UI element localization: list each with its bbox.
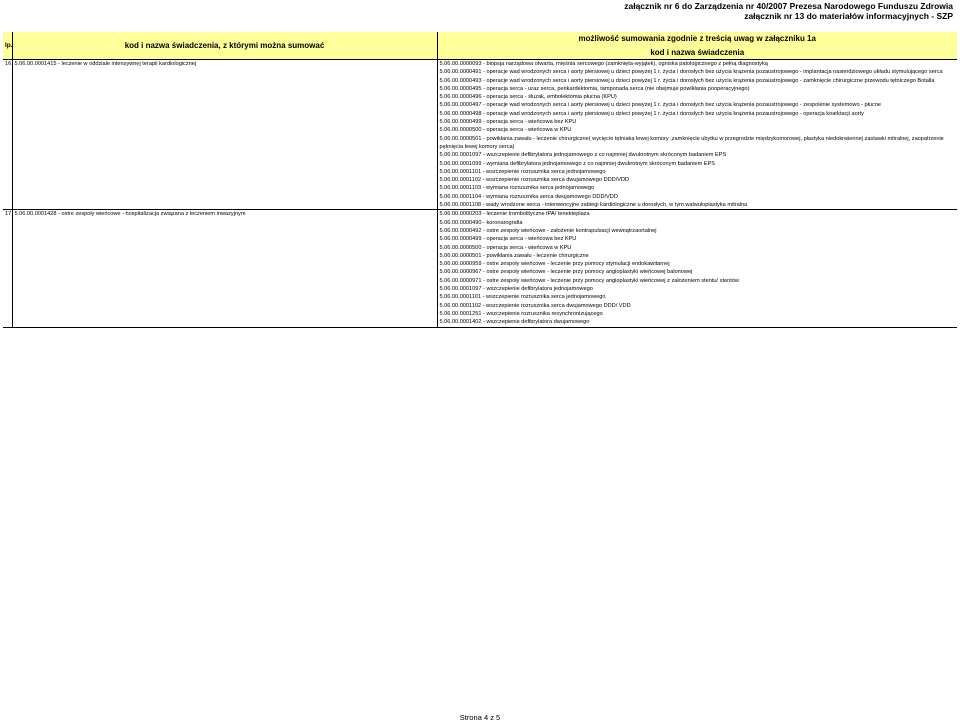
document-header-line2: załącznik nr 13 do materiałów informacyjnych - SZP <box>744 11 953 21</box>
row-lp: 16 <box>3 60 12 210</box>
list-item: 5.06.00.0000493 - operacje wad wrodzonych serca i aorty piersiowej u dzieci powyżej 1 r. życia i dorosłych bez użycia krążenia pozaustrojowego - zamknięcie chirurgiczne przewodu tętniczego Botalla <box>439 77 935 84</box>
list-item: 5.06.00.0000490 - koronarografia <box>439 219 523 226</box>
list-item: 5.06.00.0001108 - wady wrodzone serca - interwencyjne zabiegi kardiologiczne u dorosłych, w tym walwuloplastyka mitralna <box>439 202 748 209</box>
list-item: 5.06.00.0000500 - operacja serca - wieńcowa w KPU <box>439 127 572 134</box>
list-item: 5.06.00.0000967 - ostre zespoły wieńcowe - leczenie przy pomocy angioplastyki wieńcowej balonowej <box>439 269 693 276</box>
list-item: 5.06.00.0000498 - operacje wad wrodzonych serca i aorty piersiowej u dzieci powyżej 1 r. życia i dorosłych bez użycia krążenia pozaustrojowego - operacja koarktacji aorty <box>439 110 864 117</box>
list-item: 5.06.00.0000495 - operacja serca - uraz serca, perikardektomia, tamponada serca (nie obejmuje powikłania pooperacyjnego) <box>439 85 750 92</box>
list-item: 5.06.00.0000497 - operacje wad wrodzonych serca i aorty piersiowej u dzieci powyżej 1 r. życia i dorosłych bez użycia krążenia pozaustrojowego - zespolenie systemowo - płucne <box>439 102 882 109</box>
document-header <box>624 1 953 21</box>
list-item: 5.06.00.0001251 - wszczepienie rozrusznika resynchronizującego <box>439 310 603 317</box>
list-item: 5.06.00.0000499 - operacja serca - wieńcowa bez KPU <box>439 236 577 243</box>
list-item: 5.06.00.0001099 - wymiana defibrylatora jednojamowego z co najmniej dwukrotnym skróconym badaniem EPS <box>439 160 715 167</box>
list-item: 5.06.00.0001101 - wszczepienie rozrusznika serca jednojamowego <box>439 168 606 175</box>
list-item: 5.06.00.0000959 - ostre zespoły wieńcowe - leczenie przy pomocy stymulacji endokawitarnej <box>439 261 670 268</box>
list-item: 5.06.00.0001102 - wszczepienie rozrusznika serca dwujamowego DDD/ VDD <box>439 302 631 309</box>
header-right-bottom: kod i nazwa świadczenia <box>437 44 957 60</box>
row-name: 5.06.00.0001415 - leczenie w oddziale intensywnej terapii kardiologicznej <box>12 60 437 210</box>
row-entries <box>437 210 957 327</box>
list-item: 5.06.00.0001102 - wszczepienie rozrusznika serca dwujamowego DDD/VDD <box>439 177 630 184</box>
list-item: 5.06.00.0000971 - ostre zespoły wieńcowe - leczenie przy pomocy angioplastyki wieńcowej z założeniem stentu/ stentów <box>439 277 739 284</box>
list-item: 5.06.00.0000491 - operacje wad wrodzonych serca i aorty piersiowej u dzieci powyżej 1 r. życia i dorosłych bez użycia krążenia pozaustrojowego - implantacja nasierdziowego układu stymulującego serca <box>439 69 943 76</box>
header-name: kod i nazwa świadczenia, z którymi można sumować <box>12 32 437 60</box>
table-row <box>3 60 957 210</box>
page-footer: Strona 4 z 5 <box>459 713 501 722</box>
list-item: 5.06.00.0001104 - wymiana rozrusznika serca dwujamowego DDD/VDD <box>439 193 618 200</box>
header-lp: lp. <box>3 32 12 60</box>
list-item: 5.06.00.0001101 - wszczepienie rozrusznika serca jednojamowego <box>439 294 606 301</box>
list-item: 5.06.00.0000501 - powikłania zawału - leczenie chirurgiczne <box>439 252 589 259</box>
list-item: 5.06.00.0000500 - operacja serca - wieńcowa w KPU <box>439 244 572 251</box>
document-header-line1: załącznik nr 6 do Zarządzenia nr 40/2007 Prezesa Narodowego Funduszu Zdrowia <box>624 1 953 11</box>
list-item: 5.06.00.0000499 - operacja serca - wieńcowa bez KPU <box>439 119 577 126</box>
list-item: 5.06.00.0000492 - ostre zespoły wieńcowe - założenie kontrapulsacji wewnątrzaortalnej <box>439 227 657 234</box>
list-item: 5.06.00.0000496 - operacja serca - śluzak, embolektomia płucna (KPU) <box>439 94 617 101</box>
list-item: 5.06.00.0000501 - powikłania zawału - leczenie chirurgiczne( wycięcie tętniaka lewej komory ,zamknięcie ubytku w przegrodzie międzykomorowej, plastyka niedokrwiennej zastawki mitralnej, zaopatrzenie pęknięcia lewej komory serca) <box>439 135 944 150</box>
list-item: 5.06.00.0001103 - wymiana rozrusznika serca jednojamowego <box>439 185 595 192</box>
list-item: 5.06.00.0000093 - biopsja narządowa otwarta, mięśnia sercowego (zamknięta-wyjątek), ogniska patologicznego z pełną diagnostyką <box>439 61 768 67</box>
table-row <box>3 210 957 327</box>
list-item: 5.06.00.0001097 - wszczepienie defibrylatora jednojamowego <box>439 286 593 293</box>
row-entries <box>437 60 957 210</box>
table-header-row <box>3 32 957 44</box>
row-name: 5.06.00.0001428 - ostre zespoły wieńcowe - hospitalizacja związana z leczeniem inwazyjnym <box>12 210 437 327</box>
list-item: 5.06.00.0001097 - wszczepienie defibrylatora jednojamowego z co najmniej dwukrotnym skróconym badaniem EPS <box>439 152 727 159</box>
list-item: 5.06.00.0000203 - leczenie trombolityczne tPA/ tenekteplaza <box>439 211 590 218</box>
header-right-top: możliwość sumowania zgodnie z treścią uwag w załączniku 1a <box>437 32 957 44</box>
summation-table <box>3 32 957 328</box>
list-item: 5.06.00.0001402 - wszczepienie defibrylatora dwujamowego <box>439 319 590 326</box>
row-lp: 17 <box>3 210 12 327</box>
